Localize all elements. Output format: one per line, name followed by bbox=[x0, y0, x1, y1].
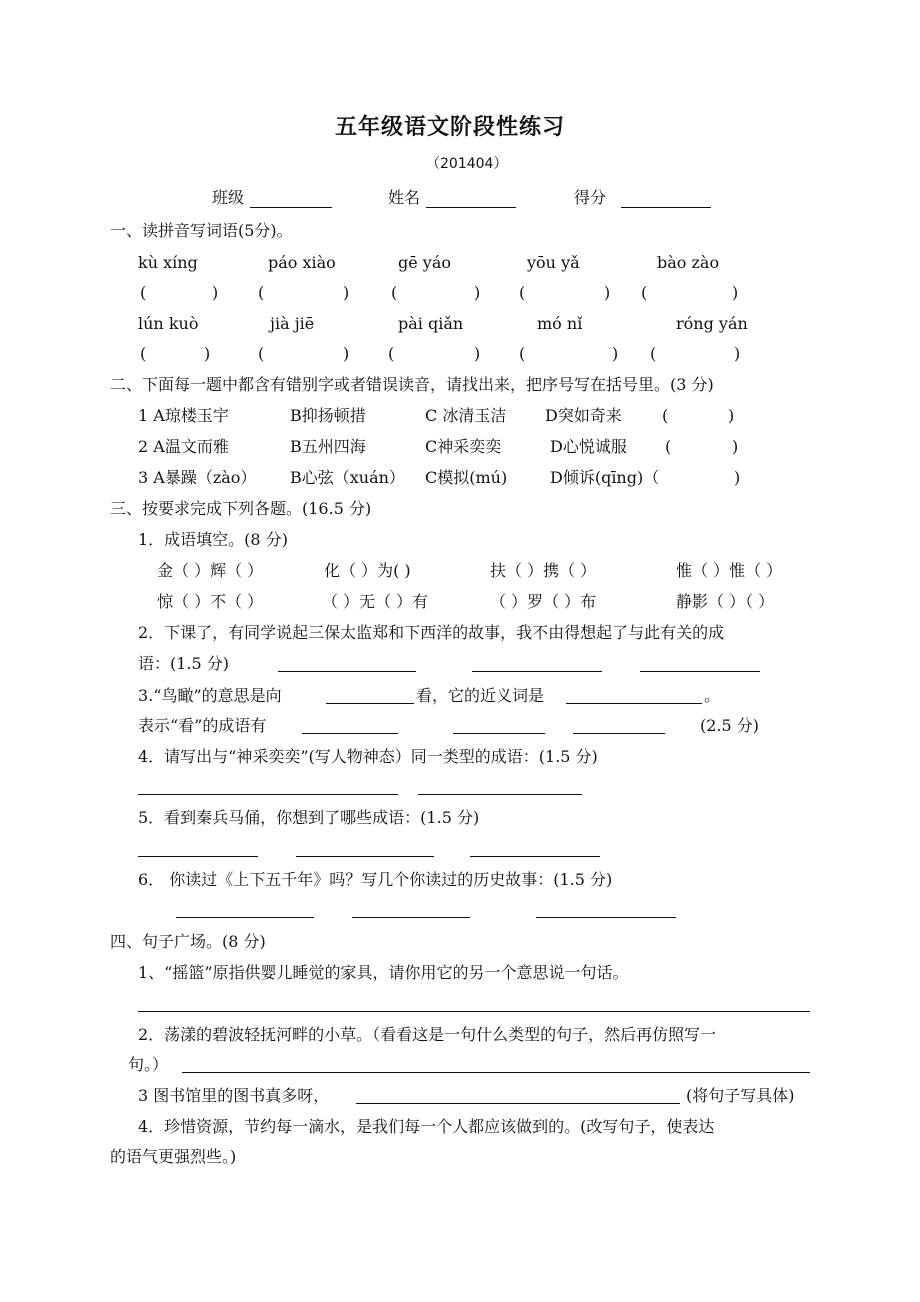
answer-paren-open: ( bbox=[665, 437, 672, 456]
answer-blank[interactable] bbox=[640, 671, 760, 672]
class-blank[interactable] bbox=[250, 207, 332, 208]
answer-blank[interactable] bbox=[138, 794, 258, 795]
answer-paren-open: ( bbox=[258, 344, 265, 363]
option-text: B心弦（xuán） bbox=[290, 468, 405, 487]
class-label: 班级 bbox=[212, 188, 245, 207]
answer-paren-open: ( bbox=[391, 283, 398, 302]
option-text: 1 A琼楼玉宇 bbox=[138, 406, 229, 425]
answer-blank[interactable] bbox=[418, 794, 582, 795]
option-text: 2 A温文而雅 bbox=[138, 437, 229, 456]
answer-paren-open: ( bbox=[388, 344, 395, 363]
question-text: 表示“看”的成语有 bbox=[138, 716, 267, 735]
answer-paren-close: ) bbox=[728, 406, 735, 425]
question-text: 2．下课了，有同学说起三保太监郑和下西洋的故事，我不由得想起了与此有关的成 bbox=[138, 623, 725, 642]
question-text: 看，它的近义词是 bbox=[416, 686, 545, 705]
answer-blank[interactable] bbox=[278, 671, 416, 672]
answer-paren-close: ) bbox=[343, 344, 350, 363]
option-text: D突如奇来 bbox=[545, 406, 622, 425]
idiom-blank: 惟（ ）惟（ ） bbox=[676, 561, 783, 580]
answer-blank[interactable] bbox=[176, 917, 314, 918]
idiom-blank: 扶（ ）携（ ） bbox=[490, 561, 597, 580]
answer-line[interactable] bbox=[138, 1011, 810, 1012]
answer-paren-close: ) bbox=[343, 283, 350, 302]
option-text: D倾诉(qīng)（ bbox=[550, 468, 660, 487]
section-3-heading: 三、按要求完成下列各题。(16.5 分) bbox=[110, 499, 372, 518]
pinyin-4: yōu yǎ bbox=[527, 253, 580, 272]
option-text: 3 A暴躁（zào） bbox=[138, 468, 257, 487]
question-heading: 1．成语填空。(8 分) bbox=[138, 530, 288, 549]
option-text: C模拟(mú) bbox=[425, 468, 508, 487]
answer-paren-open: ( bbox=[140, 344, 147, 363]
name-label: 姓名 bbox=[388, 188, 421, 207]
pinyin-8: pài qiǎn bbox=[398, 314, 464, 333]
section-2-heading: 二、下面每一题中都含有错别字或者错误读音，请找出来，把序号写在括号里。(3 分) bbox=[110, 375, 714, 394]
question-text: 。 bbox=[704, 686, 721, 705]
question-text: 语：(1.5 分) bbox=[138, 654, 230, 673]
answer-blank[interactable] bbox=[138, 856, 258, 857]
answer-blank[interactable] bbox=[566, 703, 702, 704]
option-text: B抑扬顿措 bbox=[290, 406, 366, 425]
answer-blank[interactable] bbox=[573, 733, 665, 734]
question-text: 4．请写出与“神采奕奕”(写人物神态）同一类型的成语：(1.5 分) bbox=[138, 747, 598, 766]
answer-line[interactable] bbox=[182, 1072, 810, 1073]
section-1-heading: 一、读拼音写词语(5分)。 bbox=[110, 221, 293, 240]
answer-paren-open: ( bbox=[519, 344, 526, 363]
score-note: (2.5 分) bbox=[700, 716, 760, 735]
name-blank[interactable] bbox=[426, 207, 516, 208]
idiom-blank: （ ）罗（ ）布 bbox=[490, 592, 597, 611]
date-code: （201404） bbox=[426, 156, 508, 172]
answer-blank[interactable] bbox=[296, 856, 434, 857]
question-text: 3.“鸟瞰”的意思是向 bbox=[138, 686, 282, 705]
answer-line[interactable] bbox=[356, 1103, 680, 1104]
idiom-blank: 惊（ ）不（ ） bbox=[157, 592, 264, 611]
answer-blank[interactable] bbox=[470, 856, 600, 857]
answer-paren-close: ) bbox=[604, 283, 611, 302]
question-text: 3 图书馆里的图书真多呀， bbox=[138, 1086, 330, 1105]
option-text: C神采奕奕 bbox=[425, 437, 502, 456]
answer-paren-open: ( bbox=[641, 283, 648, 302]
answer-paren-open: ( bbox=[258, 283, 265, 302]
answer-blank[interactable] bbox=[472, 671, 602, 672]
answer-paren-open: ( bbox=[662, 406, 669, 425]
answer-blank[interactable] bbox=[352, 917, 470, 918]
answer-paren-close: ) bbox=[732, 437, 739, 456]
question-text: 的语气更强烈些。) bbox=[110, 1147, 237, 1166]
question-text: 句。） bbox=[128, 1055, 169, 1074]
idiom-blank: 化（ ）为( ) bbox=[324, 561, 411, 580]
answer-paren-open: ( bbox=[140, 283, 147, 302]
pinyin-1: kù xíng bbox=[138, 253, 198, 272]
answer-paren-open: ( bbox=[650, 344, 657, 363]
answer-paren-close: ) bbox=[212, 283, 219, 302]
pinyin-2: páo xiào bbox=[268, 253, 336, 272]
option-text: C 冰清玉洁 bbox=[425, 406, 507, 425]
answer-blank[interactable] bbox=[453, 733, 545, 734]
answer-paren-open: ( bbox=[519, 283, 526, 302]
question-text: (将句子写具体) bbox=[686, 1086, 795, 1105]
answer-paren-close: ) bbox=[732, 283, 739, 302]
answer-paren-close: ) bbox=[734, 344, 741, 363]
idiom-blank: （ ）无（ ）有 bbox=[322, 592, 429, 611]
page-title: 五年级语文阶段性练习 bbox=[335, 114, 566, 140]
question-text: 1、“摇篮”原指供婴儿睡觉的家具，请你用它的另一个意思说一句话。 bbox=[138, 963, 629, 982]
pinyin-9: mó nǐ bbox=[537, 314, 583, 333]
score-label: 得分 bbox=[574, 188, 607, 207]
option-text: D心悦诚服 bbox=[550, 437, 627, 456]
answer-paren-close: ) bbox=[474, 344, 481, 363]
question-text: 4．珍惜资源，节约每一滴水，是我们每一个人都应该做到的。(改写句子，使表达 bbox=[138, 1117, 715, 1136]
pinyin-5: bào zào bbox=[657, 253, 720, 272]
answer-blank[interactable] bbox=[326, 703, 414, 704]
answer-blank[interactable] bbox=[302, 733, 398, 734]
question-text: 6． 你读过《上下五千年》吗？写几个你读过的历史故事：(1.5 分) bbox=[138, 870, 613, 889]
answer-paren-close: ) bbox=[474, 283, 481, 302]
answer-paren-close: ) bbox=[204, 344, 211, 363]
pinyin-7: jià jiē bbox=[270, 314, 315, 333]
question-text: 5．看到秦兵马俑，你想到了哪些成语：(1.5 分) bbox=[138, 808, 480, 827]
idiom-blank: 金（ ）辉（ ） bbox=[157, 561, 264, 580]
option-text: B五州四海 bbox=[290, 437, 366, 456]
answer-blank[interactable] bbox=[536, 917, 676, 918]
answer-paren-close: ) bbox=[612, 344, 619, 363]
pinyin-3: gē yáo bbox=[398, 253, 452, 272]
idiom-blank: 静影（ ）（ ） bbox=[676, 592, 775, 611]
section-4-heading: 四、句子广场。(8 分) bbox=[110, 932, 266, 951]
score-blank[interactable] bbox=[621, 207, 711, 208]
pinyin-6: lún kuò bbox=[138, 314, 199, 333]
answer-paren-close: ) bbox=[734, 468, 741, 487]
answer-blank[interactable] bbox=[258, 794, 398, 795]
question-text: 2．荡漾的碧波轻抚河畔的小草。（看看这是一句什么类型的句子，然后再仿照写一 bbox=[138, 1025, 717, 1044]
pinyin-10: róng yán bbox=[676, 314, 748, 333]
